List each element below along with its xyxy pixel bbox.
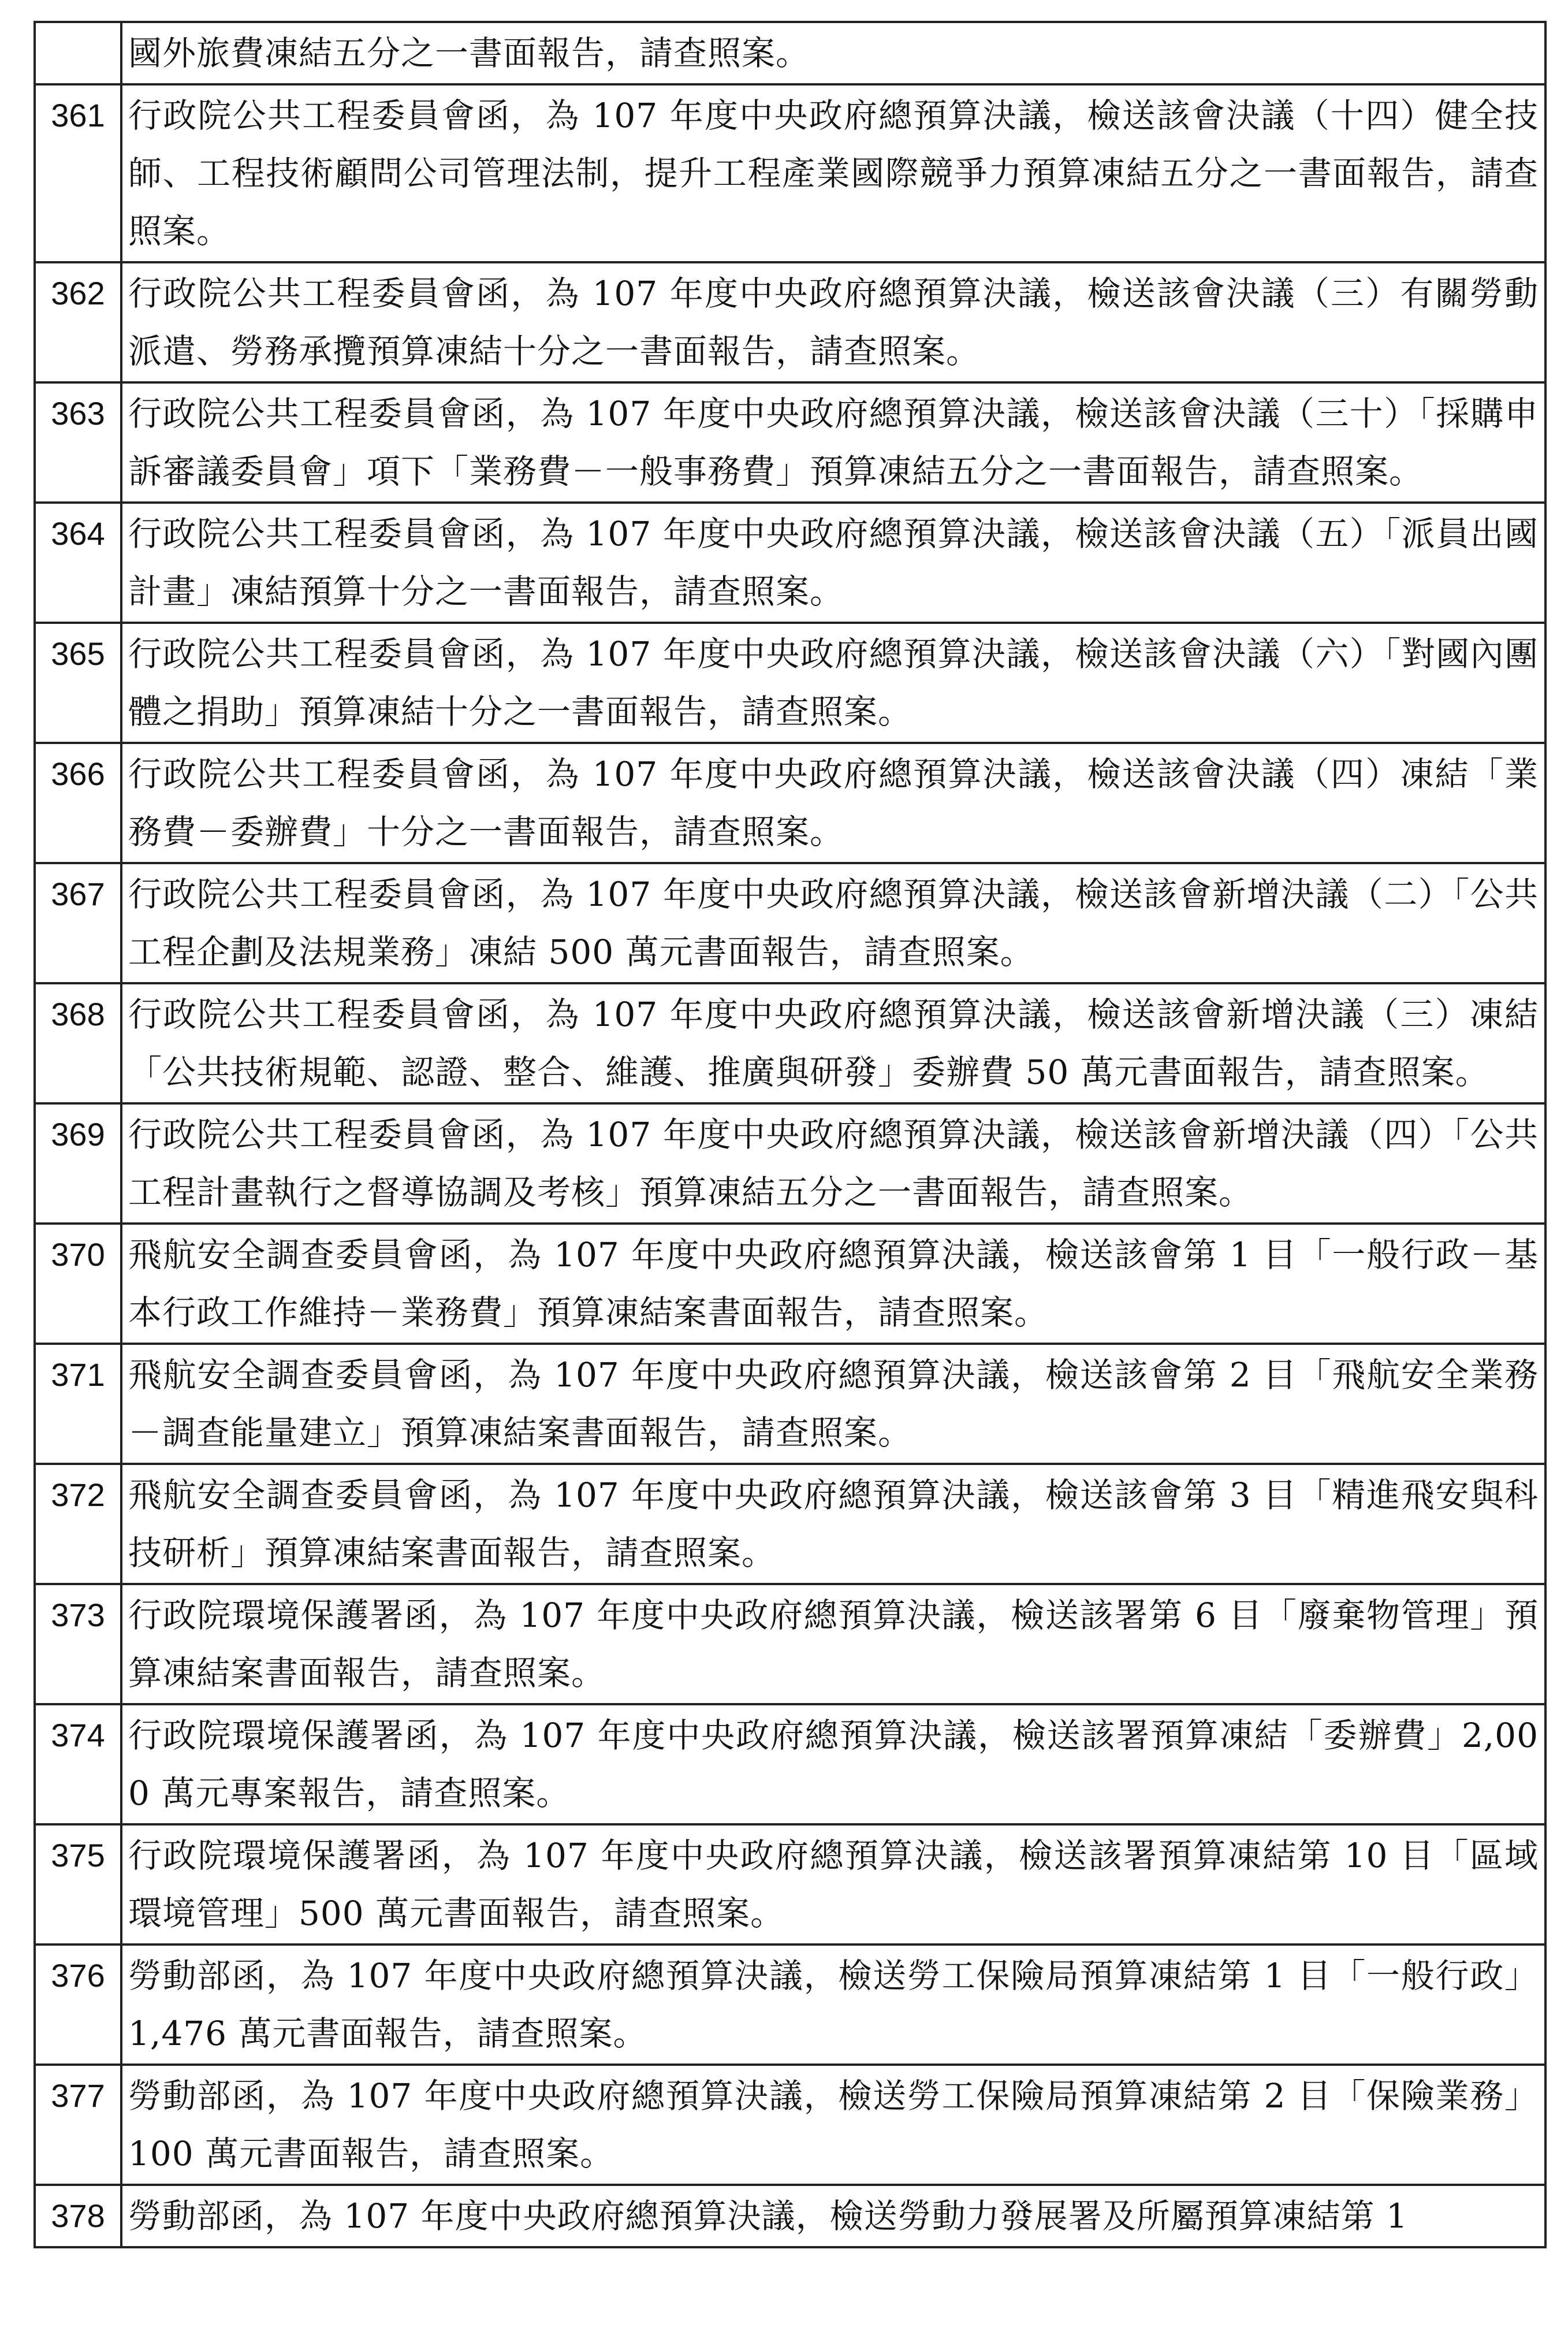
- table-row: [35, 743, 1545, 863]
- item-number: 373: [35, 1584, 121, 1704]
- item-text: 行政院公共工程委員會函，為 107 年度中央政府總預算決議，檢送該會決議（四）凍結「業務費－委辦費」十分之一書面報告，請查照案。: [121, 743, 1545, 863]
- item-number: 374: [35, 1704, 121, 1824]
- table-row: [35, 1464, 1545, 1584]
- item-text: 勞動部函，為 107 年度中央政府總預算決議，檢送勞工保險局預算凍結第 1 目「一般行政」1,476 萬元書面報告，請查照案。: [121, 1945, 1545, 2065]
- item-number: 363: [35, 382, 121, 503]
- table-row: [35, 2185, 1545, 2247]
- agenda-table: [33, 21, 1547, 2248]
- table-row: [35, 262, 1545, 382]
- item-number: 370: [35, 1224, 121, 1344]
- table-row: [35, 382, 1545, 503]
- item-text: 飛航安全調查委員會函，為 107 年度中央政府總預算決議，檢送該會第 1 目「一般行政－基本行政工作維持－業務費」預算凍結案書面報告，請查照案。: [121, 1224, 1545, 1344]
- item-text: 行政院環境保護署函，為 107 年度中央政府總預算決議，檢送該署第 6 目「廢棄物管理」預算凍結案書面報告，請查照案。: [121, 1584, 1545, 1704]
- item-text: 飛航安全調查委員會函，為 107 年度中央政府總預算決議，檢送該會第 2 目「飛航安全業務－調查能量建立」預算凍結案書面報告，請查照案。: [121, 1344, 1545, 1464]
- table-row: [35, 22, 1545, 84]
- item-number: 372: [35, 1464, 121, 1584]
- table-row: [35, 623, 1545, 743]
- table-row: [35, 1584, 1545, 1704]
- item-number: 366: [35, 743, 121, 863]
- item-number: 378: [35, 2185, 121, 2247]
- item-text: 行政院公共工程委員會函，為 107 年度中央政府總預算決議，檢送該會決議（三十）「採購申訴審議委員會」項下「業務費－一般事務費」預算凍結五分之一書面報告，請查照案。: [121, 382, 1545, 503]
- table-row: [35, 1704, 1545, 1824]
- item-text: 行政院公共工程委員會函，為 107 年度中央政府總預算決議，檢送該會決議（三）有關勞動派遣、勞務承攬預算凍結十分之一書面報告，請查照案。: [121, 262, 1545, 382]
- item-number: 367: [35, 863, 121, 983]
- table-row: [35, 1824, 1545, 1945]
- item-text: 行政院公共工程委員會函，為 107 年度中央政府總預算決議，檢送該會新增決議（二）「公共工程企劃及法規業務」凍結 500 萬元書面報告，請查照案。: [121, 863, 1545, 983]
- item-number: 377: [35, 2065, 121, 2185]
- item-text: 行政院公共工程委員會函，為 107 年度中央政府總預算決議，檢送該會新增決議（四）「公共工程計畫執行之督導協調及考核」預算凍結五分之一書面報告，請查照案。: [121, 1103, 1545, 1224]
- item-number: 365: [35, 623, 121, 743]
- table-row: [35, 983, 1545, 1103]
- item-number: [35, 22, 121, 84]
- item-text: 國外旅費凍結五分之一書面報告，請查照案。: [121, 22, 1545, 84]
- item-text: 行政院環境保護署函，為 107 年度中央政府總預算決議，檢送該署預算凍結「委辦費」2,000 萬元專案報告，請查照案。: [121, 1704, 1545, 1824]
- item-text: 行政院公共工程委員會函，為 107 年度中央政府總預算決議，檢送該會決議（五）「派員出國計畫」凍結預算十分之一書面報告，請查照案。: [121, 503, 1545, 623]
- item-text: 行政院公共工程委員會函，為 107 年度中央政府總預算決議，檢送該會決議（六）「對國內團體之捐助」預算凍結十分之一書面報告，請查照案。: [121, 623, 1545, 743]
- table-row: [35, 1224, 1545, 1344]
- table-row: [35, 1344, 1545, 1464]
- item-number: 362: [35, 262, 121, 382]
- item-text: 飛航安全調查委員會函，為 107 年度中央政府總預算決議，檢送該會第 3 目「精進飛安與科技研析」預算凍結案書面報告，請查照案。: [121, 1464, 1545, 1584]
- item-number: 361: [35, 84, 121, 262]
- item-number: 371: [35, 1344, 121, 1464]
- table-row: [35, 503, 1545, 623]
- item-text: 勞動部函，為 107 年度中央政府總預算決議，檢送勞動力發展署及所屬預算凍結第 1: [121, 2185, 1545, 2247]
- table-row: [35, 2065, 1545, 2185]
- table-row: [35, 1103, 1545, 1224]
- item-number: 368: [35, 983, 121, 1103]
- item-text: 行政院環境保護署函，為 107 年度中央政府總預算決議，檢送該署預算凍結第 10 目「區域環境管理」500 萬元書面報告，請查照案。: [121, 1824, 1545, 1945]
- item-text: 行政院公共工程委員會函，為 107 年度中央政府總預算決議，檢送該會決議（十四）健全技師、工程技術顧問公司管理法制，提升工程產業國際競爭力預算凍結五分之一書面報告，請查照案。: [121, 84, 1545, 262]
- item-text: 勞動部函，為 107 年度中央政府總預算決議，檢送勞工保險局預算凍結第 2 目「保險業務」100 萬元書面報告，請查照案。: [121, 2065, 1545, 2185]
- item-number: 369: [35, 1103, 121, 1224]
- item-number: 376: [35, 1945, 121, 2065]
- table-row: [35, 863, 1545, 983]
- item-number: 364: [35, 503, 121, 623]
- item-number: 375: [35, 1824, 121, 1945]
- item-text: 行政院公共工程委員會函，為 107 年度中央政府總預算決議，檢送該會新增決議（三）凍結「公共技術規範、認證、整合、維護、推廣與研發」委辦費 50 萬元書面報告，請查照案。: [121, 983, 1545, 1103]
- table-row: [35, 84, 1545, 262]
- table-row: [35, 1945, 1545, 2065]
